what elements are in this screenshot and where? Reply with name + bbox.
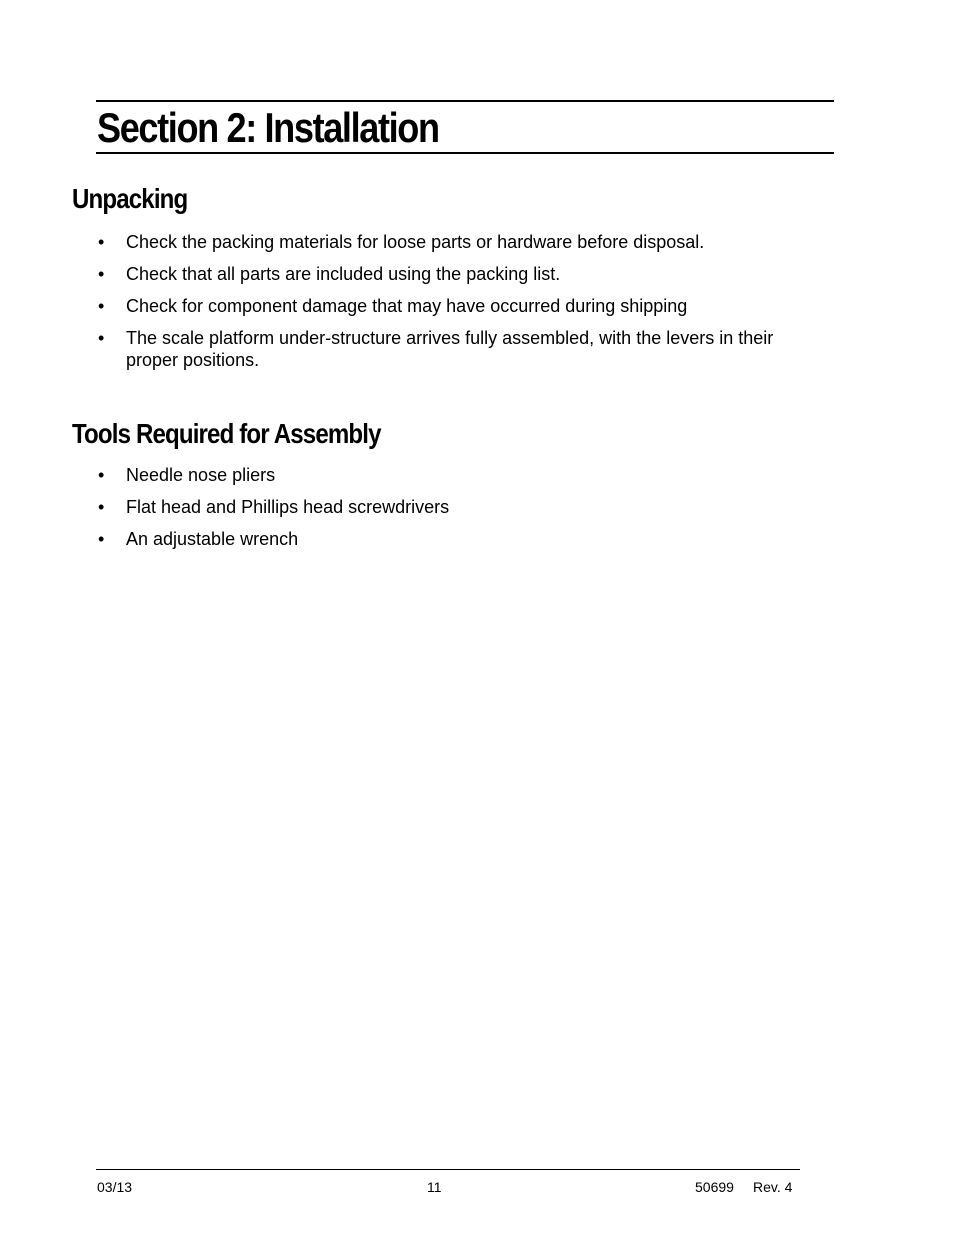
list-item	[98, 528, 808, 550]
unpacking-list	[98, 231, 808, 381]
footer-revision: Rev. 4	[753, 1179, 793, 1195]
list-item-text: Check the packing materials for loose parts or hardware before disposal.	[126, 232, 705, 252]
footer-date: 03/13	[97, 1179, 133, 1195]
list-item-text: Check that all parts are included using the packing list.	[126, 264, 561, 284]
list-item	[98, 464, 808, 486]
list-item-text: Flat head and Phillips head screwdrivers	[126, 497, 450, 517]
tools-heading: Tools Required for Assembly	[72, 418, 381, 449]
bullet-icon: •	[98, 328, 105, 348]
footer-page-number: 11	[427, 1179, 442, 1195]
list-item	[98, 263, 808, 285]
bullet-icon: •	[98, 296, 105, 316]
bullet-icon: •	[98, 497, 105, 517]
bullet-icon: •	[98, 529, 105, 549]
section-bottom-rule	[96, 152, 834, 154]
section-top-rule	[96, 100, 834, 102]
footer-rule	[96, 1169, 800, 1170]
list-item	[98, 327, 808, 371]
list-item	[98, 496, 808, 518]
list-item-text: Check for component damage that may have occurred during shipping	[126, 296, 688, 316]
bullet-icon: •	[98, 232, 105, 252]
section-title: Section 2: Installation	[97, 104, 439, 151]
list-item-text: Needle nose pliers	[126, 465, 276, 485]
list-item	[98, 295, 808, 317]
bullet-icon: •	[98, 264, 105, 284]
list-item-text: An adjustable wrench	[126, 529, 299, 549]
list-item-text: The scale platform under-structure arrives fully assembled, with the levers in their proper positions.	[126, 328, 774, 370]
footer-doc-number: 50699	[695, 1179, 734, 1195]
list-item	[98, 231, 808, 253]
tools-list	[98, 464, 808, 560]
unpacking-heading: Unpacking	[72, 183, 188, 214]
bullet-icon: •	[98, 465, 105, 485]
